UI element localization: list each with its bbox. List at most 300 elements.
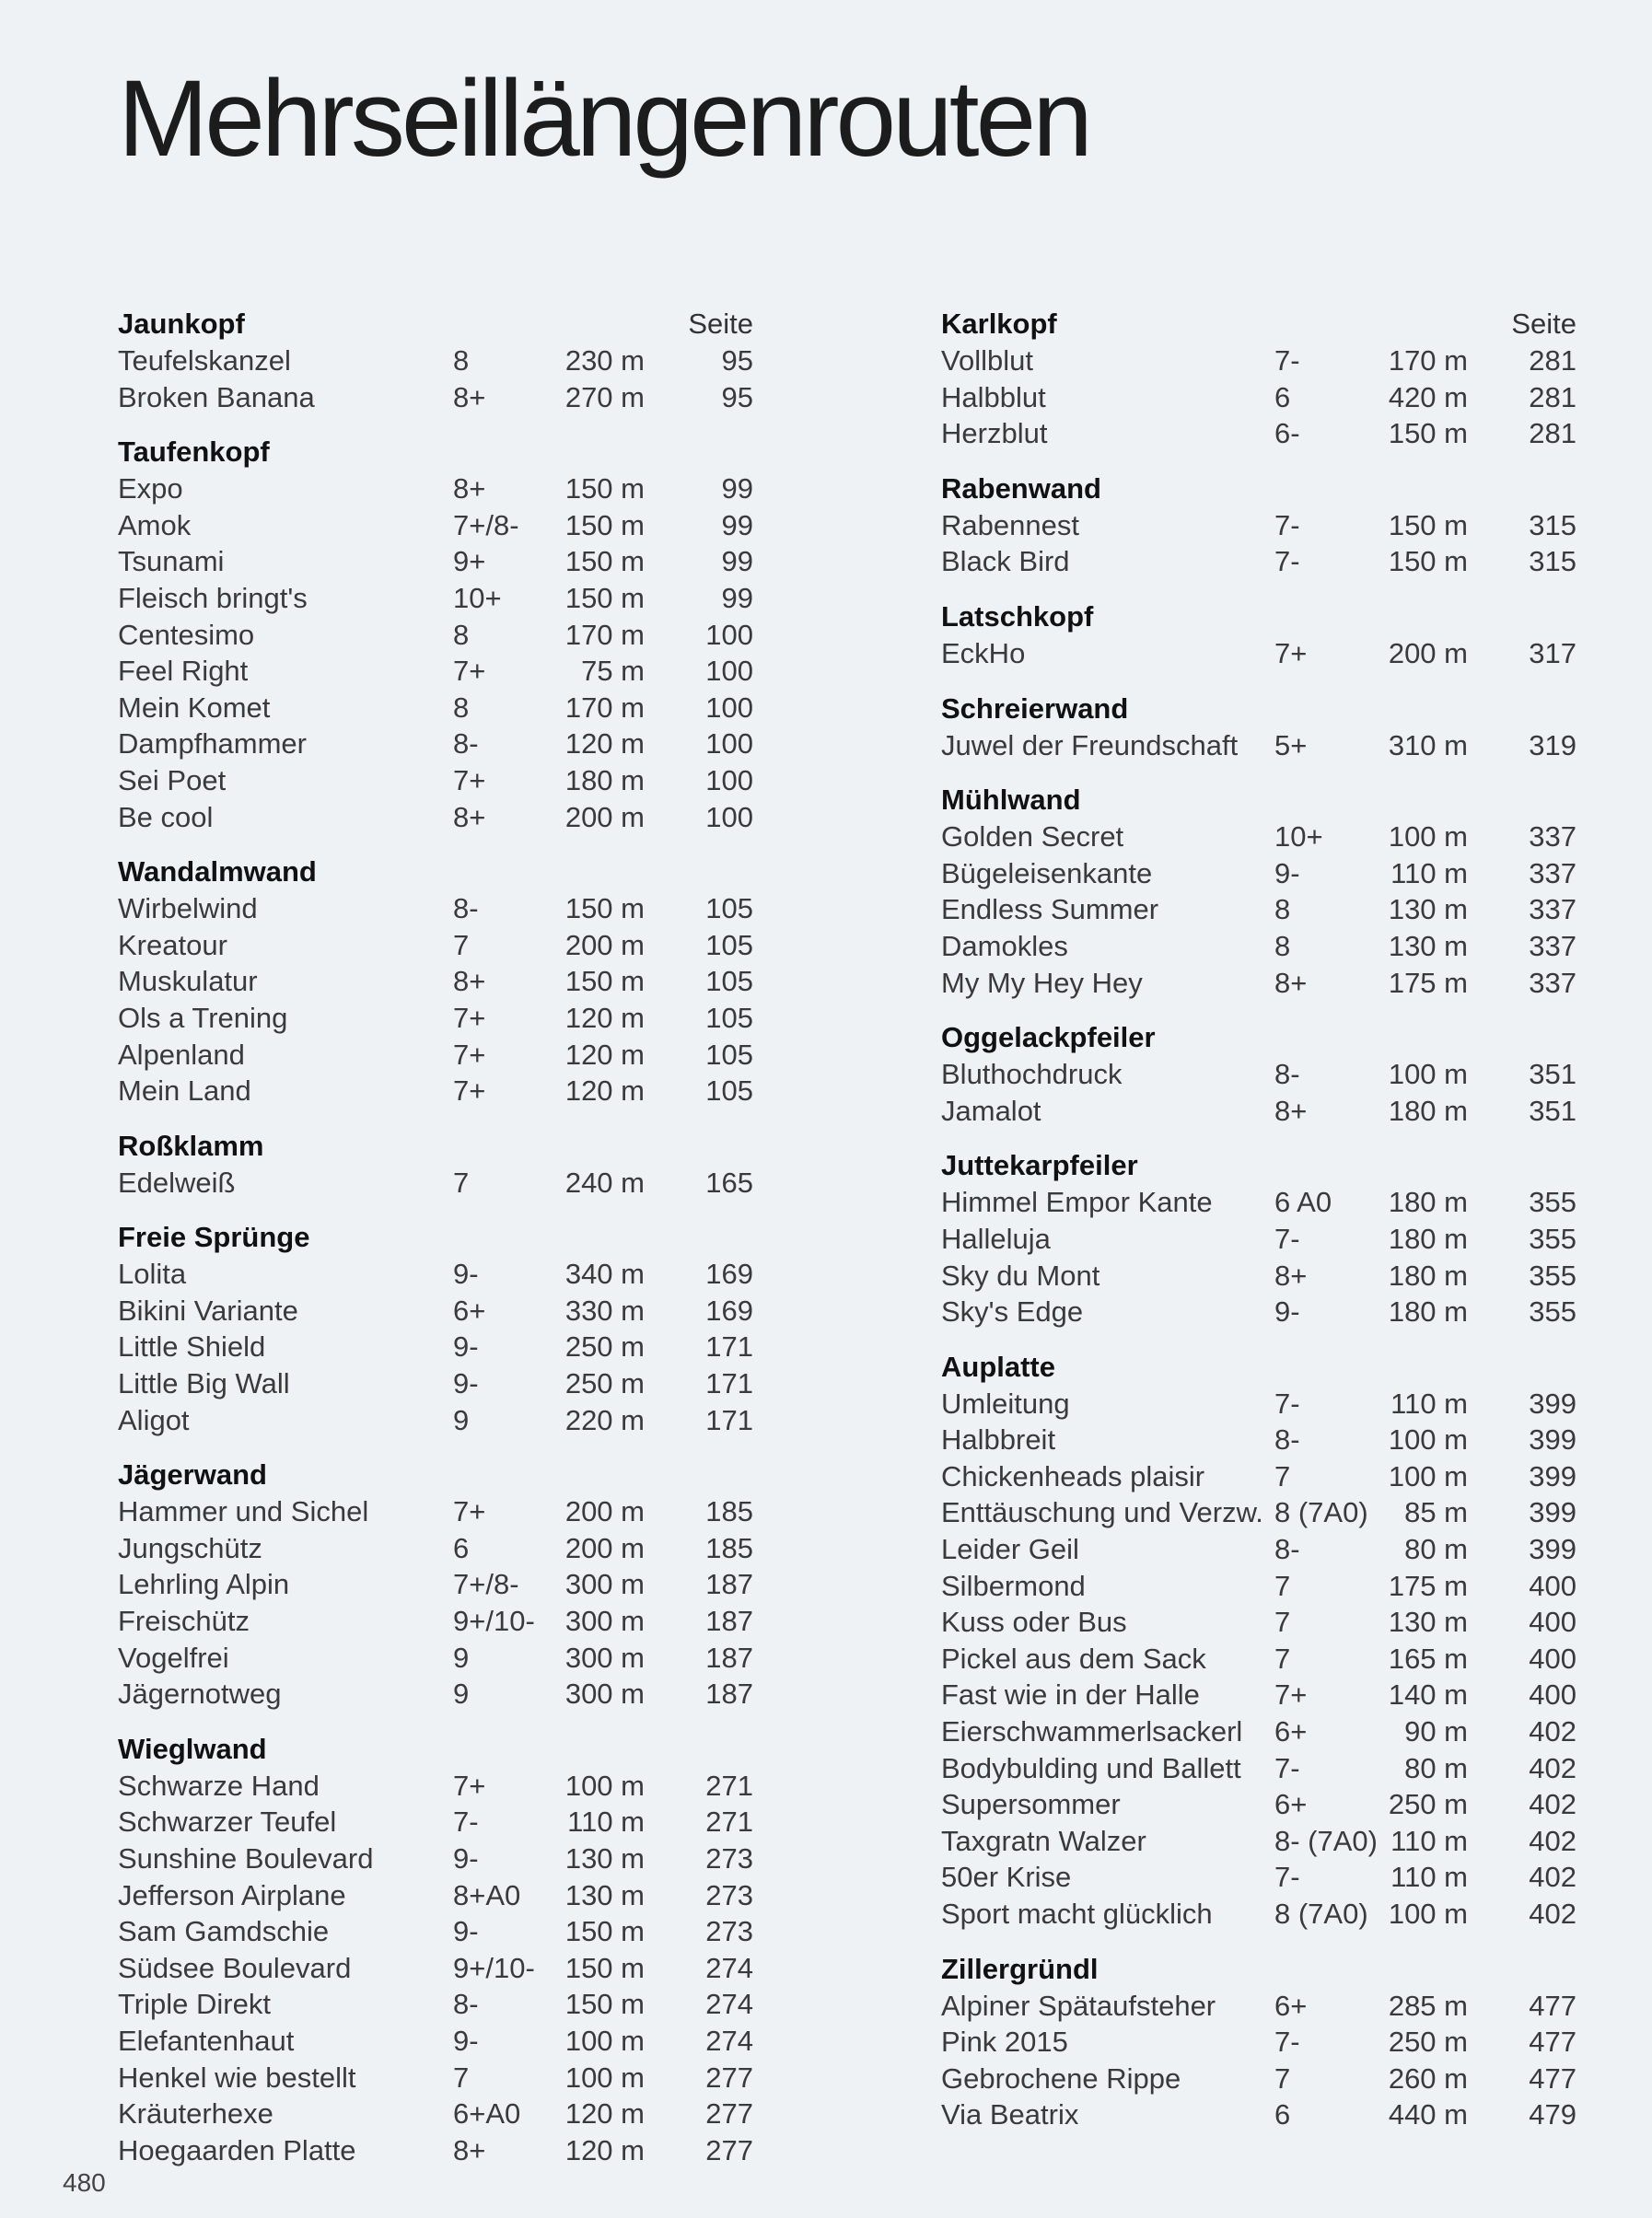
route-page: 271: [705, 1769, 753, 1802]
route-name: Damokles: [941, 929, 1068, 962]
route-row: [118, 799, 753, 836]
route-length: 110 m: [567, 1806, 645, 1839]
route-length: 150 m: [564, 965, 645, 998]
route-grade: 7-: [1274, 1222, 1300, 1255]
section-title: Mühlwand: [941, 784, 1081, 817]
section-header: [118, 304, 753, 343]
route-page: 273: [705, 1878, 753, 1911]
route-name: Endless Summer: [941, 893, 1159, 926]
route-page: 319: [1529, 728, 1576, 761]
route-page: 171: [705, 1403, 753, 1436]
route-name: Herzblut: [941, 417, 1048, 450]
route-name: Silbermond: [941, 1569, 1086, 1602]
route-grade: 7+: [453, 1495, 486, 1528]
route-row: [941, 2061, 1576, 2097]
route-name: My My Hey Hey: [941, 966, 1143, 999]
section-header: [118, 1729, 753, 1768]
route-name: Eierschwammerlsackerl: [941, 1715, 1243, 1748]
route-page: 277: [705, 2097, 753, 2131]
route-name: Kuss oder Bus: [941, 1606, 1127, 1639]
route-grade: 9+/10-: [453, 1605, 535, 1638]
route-name: Via Beatrix: [941, 2098, 1079, 2131]
route-grade: 6 A0: [1274, 1186, 1332, 1219]
route-name: Amok: [118, 508, 192, 541]
route-name: Freischütz: [118, 1605, 250, 1638]
route-name: Sei Poet: [118, 763, 227, 796]
route-length: 330 m: [564, 1294, 645, 1327]
route-name: Alpenland: [118, 1038, 245, 1071]
section-header: [941, 1949, 1576, 1988]
route-page: 100: [705, 691, 753, 724]
route-page: 169: [705, 1258, 753, 1291]
route-name: Umleitung: [941, 1387, 1070, 1420]
route-length: 100 m: [1388, 820, 1468, 854]
route-length: 150 m: [564, 1915, 645, 1948]
route-name: Sky's Edge: [941, 1295, 1084, 1329]
route-row: [941, 2096, 1576, 2133]
route-row: [941, 507, 1576, 544]
route-row: [118, 690, 753, 726]
route-grade: 7: [453, 1166, 470, 1199]
route-grade: 7-: [453, 1806, 479, 1839]
route-name: Schwarze Hand: [118, 1769, 320, 1802]
route-page: 271: [705, 1806, 753, 1839]
route-row: [941, 1641, 1576, 1678]
route-grade: 6+: [1274, 1788, 1308, 1821]
route-page: 281: [1529, 344, 1576, 377]
route-grade: 6+: [1274, 1989, 1308, 2022]
route-grade: 7+: [453, 1038, 486, 1071]
route-length: 130 m: [1388, 929, 1468, 962]
route-row: [118, 1950, 753, 1987]
route-length: 300 m: [564, 1568, 645, 1601]
route-page: 400: [1529, 1606, 1576, 1639]
section-title: Roßklamm: [118, 1129, 264, 1162]
route-page: 99: [721, 545, 753, 578]
route-name: Chickenheads plaisir: [941, 1459, 1205, 1492]
route-grade: 6: [1274, 2098, 1291, 2131]
route-grade: 9+: [453, 545, 486, 578]
route-page: 99: [721, 472, 753, 505]
route-length: 180 m: [1388, 1094, 1468, 1127]
route-grade: 7+: [453, 1074, 486, 1108]
route-length: 120 m: [564, 1038, 645, 1071]
route-page: 105: [705, 965, 753, 998]
section-title: Wieglwand: [118, 1732, 267, 1765]
route-grade: 10+: [1274, 820, 1323, 854]
route-grade: 7+: [1274, 636, 1308, 669]
route-page: 95: [721, 380, 753, 413]
route-grade: 7-: [1274, 508, 1300, 541]
route-length: 170 m: [564, 691, 645, 724]
route-page: 277: [705, 2061, 753, 2094]
route-grade: 6+: [1274, 1715, 1308, 1748]
route-grade: 8-: [1274, 1533, 1300, 1566]
route-row: [941, 1258, 1576, 1295]
route-length: 100 m: [564, 2061, 645, 2094]
section-title: Zillergründl: [941, 1952, 1099, 1985]
route-grade: 7+: [453, 1769, 486, 1802]
route-length: 175 m: [1388, 1569, 1468, 1602]
route-page: 355: [1529, 1259, 1576, 1292]
route-page: 187: [705, 1641, 753, 1674]
route-length: 150 m: [564, 1951, 645, 1984]
route-row: [941, 1896, 1576, 1933]
route-row: [118, 1256, 753, 1293]
section-title: Freie Sprünge: [118, 1221, 310, 1254]
route-grade: 7+/8-: [453, 508, 519, 541]
route-page: 99: [721, 508, 753, 541]
route-name: Himmel Empor Kante: [941, 1186, 1213, 1219]
route-page: 399: [1529, 1459, 1576, 1492]
route-name: Fast wie in der Halle: [941, 1678, 1200, 1712]
route-grade: 7+: [1274, 1678, 1308, 1712]
route-name: Little Shield: [118, 1330, 266, 1364]
route-row: [118, 890, 753, 927]
section-header: [118, 1126, 753, 1165]
route-page: 355: [1529, 1295, 1576, 1329]
route-page: 105: [705, 1001, 753, 1034]
route-length: 150 m: [564, 1988, 645, 2021]
route-name: Sky du Mont: [941, 1259, 1100, 1292]
route-name: EckHo: [941, 636, 1026, 669]
route-grade: 7: [1274, 1642, 1291, 1675]
route-grade: 9: [453, 1678, 470, 1711]
route-page: 399: [1529, 1496, 1576, 1529]
route-name: Teufelskanzel: [118, 344, 291, 377]
route-page: 273: [705, 1915, 753, 1948]
route-length: 200 m: [564, 928, 645, 961]
route-name: Bodybulding und Ballett: [941, 1751, 1241, 1784]
route-length: 120 m: [564, 1074, 645, 1108]
route-length: 200 m: [564, 1495, 645, 1528]
route-length: 180 m: [1388, 1186, 1468, 1219]
route-row: [941, 1823, 1576, 1860]
route-length: 250 m: [1388, 1788, 1468, 1821]
route-row: [118, 1986, 753, 2023]
route-grade: 8+: [453, 380, 486, 413]
route-page: 402: [1529, 1788, 1576, 1821]
route-page: 315: [1529, 508, 1576, 541]
route-length: 300 m: [564, 1605, 645, 1638]
route-row: [941, 379, 1576, 416]
route-name: Rabennest: [941, 508, 1079, 541]
route-length: 170 m: [1388, 344, 1468, 377]
route-row: [118, 726, 753, 762]
route-grade: 7: [453, 928, 470, 961]
route-page: 477: [1529, 2026, 1576, 2059]
route-name: Elefantenhaut: [118, 2024, 295, 2057]
route-page: 400: [1529, 1569, 1576, 1602]
route-row: [118, 1603, 753, 1640]
route-length: 260 m: [1388, 2061, 1468, 2095]
route-row: [118, 1037, 753, 1074]
route-grade: 8-: [453, 1988, 479, 2021]
route-grade: 9: [453, 1403, 470, 1436]
route-row: [118, 1165, 753, 1202]
route-name: Halbbreit: [941, 1423, 1056, 1457]
section-title: Rabenwand: [941, 471, 1101, 505]
route-row: [118, 963, 753, 1000]
route-length: 110 m: [1390, 1861, 1468, 1894]
route-grade: 8+: [1274, 1094, 1308, 1127]
route-row: [941, 1093, 1576, 1130]
route-grade: 8: [1274, 929, 1291, 962]
route-name: Pickel aus dem Sack: [941, 1642, 1206, 1675]
route-row: [941, 1184, 1576, 1221]
route-name: Feel Right: [118, 655, 249, 688]
route-grade: 7: [1274, 2061, 1291, 2095]
route-name: Fleisch bringt's: [118, 581, 308, 614]
route-length: 150 m: [564, 892, 645, 925]
route-length: 310 m: [1388, 728, 1468, 761]
crag-section: [941, 780, 1576, 1001]
section-title: Taufenkopf: [118, 435, 270, 469]
route-length: 180 m: [1388, 1295, 1468, 1329]
route-name: Ols a Trening: [118, 1001, 288, 1034]
route-page: 281: [1529, 380, 1576, 413]
route-name: Jamalot: [941, 1094, 1041, 1127]
route-row: [118, 1804, 753, 1841]
route-row: [118, 507, 753, 544]
route-row: [941, 1221, 1576, 1258]
route-length: 120 m: [564, 2097, 645, 2131]
route-row: [118, 343, 753, 379]
route-name: Bluthochdruck: [941, 1058, 1123, 1091]
route-page: 95: [721, 344, 753, 377]
route-length: 220 m: [564, 1403, 645, 1436]
section-title: Jaunkopf: [118, 308, 245, 340]
page-number: 480: [63, 2168, 106, 2197]
route-grade: 9: [453, 1641, 470, 1674]
route-length: 120 m: [564, 727, 645, 761]
section-header: [118, 852, 753, 890]
route-grade: 8-: [1274, 1058, 1300, 1091]
route-page: 274: [705, 1988, 753, 2021]
route-row: [118, 762, 753, 799]
page-column-label: Seite: [1511, 308, 1576, 340]
route-grade: 8+A0: [453, 1878, 521, 1911]
route-page: 399: [1529, 1423, 1576, 1457]
route-grade: 7: [453, 2061, 470, 2094]
route-length: 200 m: [564, 800, 645, 833]
section-header: [941, 597, 1576, 635]
route-length: 130 m: [1388, 893, 1468, 926]
route-grade: 6-: [1274, 417, 1300, 450]
route-page: 477: [1529, 2061, 1576, 2095]
route-name: Expo: [118, 472, 183, 505]
route-length: 130 m: [564, 1842, 645, 1875]
crag-section: [941, 469, 1576, 580]
route-page: 337: [1529, 966, 1576, 999]
crag-section: [118, 1217, 753, 1438]
route-row: [118, 2060, 753, 2096]
route-length: 230 m: [564, 344, 645, 377]
route-row: [941, 928, 1576, 965]
route-grade: 8+: [453, 965, 486, 998]
route-page: 274: [705, 1951, 753, 1984]
route-name: Edelweiß: [118, 1166, 236, 1199]
section-header: [941, 1347, 1576, 1386]
crag-section: [941, 1347, 1576, 1933]
crag-section: [941, 689, 1576, 764]
route-grade: 8: [453, 344, 470, 377]
route-row: [941, 1531, 1576, 1568]
route-name: Triple Direkt: [118, 1988, 271, 2021]
route-name: Hoegaarden Platte: [118, 2133, 356, 2166]
route-page: 337: [1529, 893, 1576, 926]
route-row: [118, 653, 753, 690]
route-grade: 8-: [453, 727, 479, 761]
route-page: 105: [705, 1074, 753, 1108]
route-row: [118, 543, 753, 580]
route-row: [941, 343, 1576, 379]
route-length: 140 m: [1388, 1678, 1468, 1712]
route-length: 300 m: [564, 1678, 645, 1711]
route-grade: 7-: [1274, 344, 1300, 377]
route-row: [118, 1365, 753, 1402]
route-name: Bügeleisenkante: [941, 856, 1153, 889]
route-row: [118, 2096, 753, 2132]
route-row: [941, 1386, 1576, 1423]
route-name: Broken Banana: [118, 380, 315, 413]
route-name: Muskulatur: [118, 965, 258, 998]
route-row: [118, 1493, 753, 1530]
route-name: Be cool: [118, 800, 214, 833]
route-row: [941, 727, 1576, 764]
left-column: [118, 304, 753, 2185]
route-grade: 8 (7A0): [1274, 1898, 1368, 1930]
route-page: 351: [1529, 1094, 1576, 1127]
route-page: 355: [1529, 1222, 1576, 1255]
route-name: Jefferson Airplane: [118, 1878, 346, 1911]
route-row: [941, 1294, 1576, 1330]
route-row: [118, 617, 753, 654]
route-page: 402: [1529, 1751, 1576, 1784]
route-name: Lehrling Alpin: [118, 1568, 290, 1601]
route-name: Enttäuschung und Verzw.: [941, 1496, 1263, 1529]
route-name: Sam Gamdschie: [118, 1915, 330, 1948]
route-row: [118, 1293, 753, 1330]
route-row: [118, 470, 753, 507]
route-length: 150 m: [564, 472, 645, 505]
route-length: 150 m: [564, 581, 645, 614]
section-title: Jägerwand: [118, 1458, 267, 1492]
route-name: Mein Land: [118, 1074, 251, 1108]
crag-section: [941, 1145, 1576, 1330]
route-page: 187: [705, 1605, 753, 1638]
route-name: Sunshine Boulevard: [118, 1842, 374, 1875]
route-page: 315: [1529, 545, 1576, 578]
route-name: Südsee Boulevard: [118, 1951, 352, 1984]
route-page: 402: [1529, 1861, 1576, 1894]
route-row: [118, 1073, 753, 1109]
route-row: [941, 1494, 1576, 1531]
route-grade: 8+: [1274, 966, 1308, 999]
page-title: Mehrseillängenrouten: [118, 58, 1089, 180]
route-page: 100: [705, 618, 753, 651]
route-row: [941, 1786, 1576, 1823]
route-grade: 9+/10-: [453, 1951, 535, 1984]
route-page: 105: [705, 892, 753, 925]
route-name: Schwarzer Teufel: [118, 1806, 337, 1839]
route-name: Henkel wie bestellt: [118, 2061, 356, 2094]
route-row: [118, 1640, 753, 1677]
page-column-label: Seite: [688, 308, 753, 340]
route-length: 85 m: [1404, 1496, 1468, 1529]
route-grade: 7: [1274, 1459, 1291, 1492]
route-length: 200 m: [564, 1531, 645, 1564]
route-page: 400: [1529, 1642, 1576, 1675]
route-row: [118, 2023, 753, 2060]
route-name: Juwel der Freundschaft: [941, 728, 1239, 761]
route-page: 337: [1529, 820, 1576, 854]
section-header: [118, 432, 753, 470]
section-header: [941, 1145, 1576, 1184]
route-row: [118, 927, 753, 964]
route-row: [941, 1750, 1576, 1787]
route-grade: 7: [1274, 1606, 1291, 1639]
route-name: Tsunami: [118, 545, 225, 578]
route-row: [941, 1568, 1576, 1605]
route-grade: 7+: [453, 763, 486, 796]
crag-section: [941, 304, 1576, 452]
route-grade: 7-: [1274, 2026, 1300, 2059]
route-length: 150 m: [1388, 545, 1468, 578]
route-name: Supersommer: [941, 1788, 1121, 1821]
route-page: 337: [1529, 856, 1576, 889]
route-length: 100 m: [564, 1769, 645, 1802]
route-grade: 7+: [453, 655, 486, 688]
route-grade: 8-: [1274, 1423, 1300, 1457]
route-row: [941, 1713, 1576, 1750]
section-title: Latschkopf: [941, 599, 1094, 633]
route-grade: 10+: [453, 581, 502, 614]
route-grade: 7-: [1274, 1861, 1300, 1894]
route-length: 130 m: [564, 1878, 645, 1911]
crag-section: [118, 1729, 753, 2169]
route-row: [941, 1859, 1576, 1896]
route-page: 477: [1529, 1989, 1576, 2022]
section-header: [118, 1217, 753, 1256]
route-length: 440 m: [1388, 2098, 1468, 2131]
route-name: Vogelfrei: [118, 1641, 229, 1674]
route-row: [941, 1422, 1576, 1458]
route-page: 105: [705, 1038, 753, 1071]
route-page: 100: [705, 763, 753, 796]
route-page: 337: [1529, 929, 1576, 962]
section-header: [941, 1017, 1576, 1056]
crag-section: [941, 1949, 1576, 2133]
route-grade: 8: [453, 618, 470, 651]
route-page: 317: [1529, 636, 1576, 669]
route-length: 200 m: [1388, 636, 1468, 669]
route-length: 420 m: [1388, 380, 1468, 413]
route-row: [941, 1056, 1576, 1093]
route-grade: 9-: [453, 1330, 479, 1364]
crag-section: [118, 852, 753, 1109]
route-row: [118, 1841, 753, 1877]
crag-section: [118, 1455, 753, 1713]
crag-section: [941, 1017, 1576, 1129]
crag-section: [118, 432, 753, 835]
route-row: [941, 1604, 1576, 1641]
route-row: [941, 1458, 1576, 1495]
section-title: Juttekarpfeiler: [941, 1149, 1138, 1182]
route-row: [118, 379, 753, 416]
route-row: [118, 1676, 753, 1713]
section-header: [941, 689, 1576, 727]
